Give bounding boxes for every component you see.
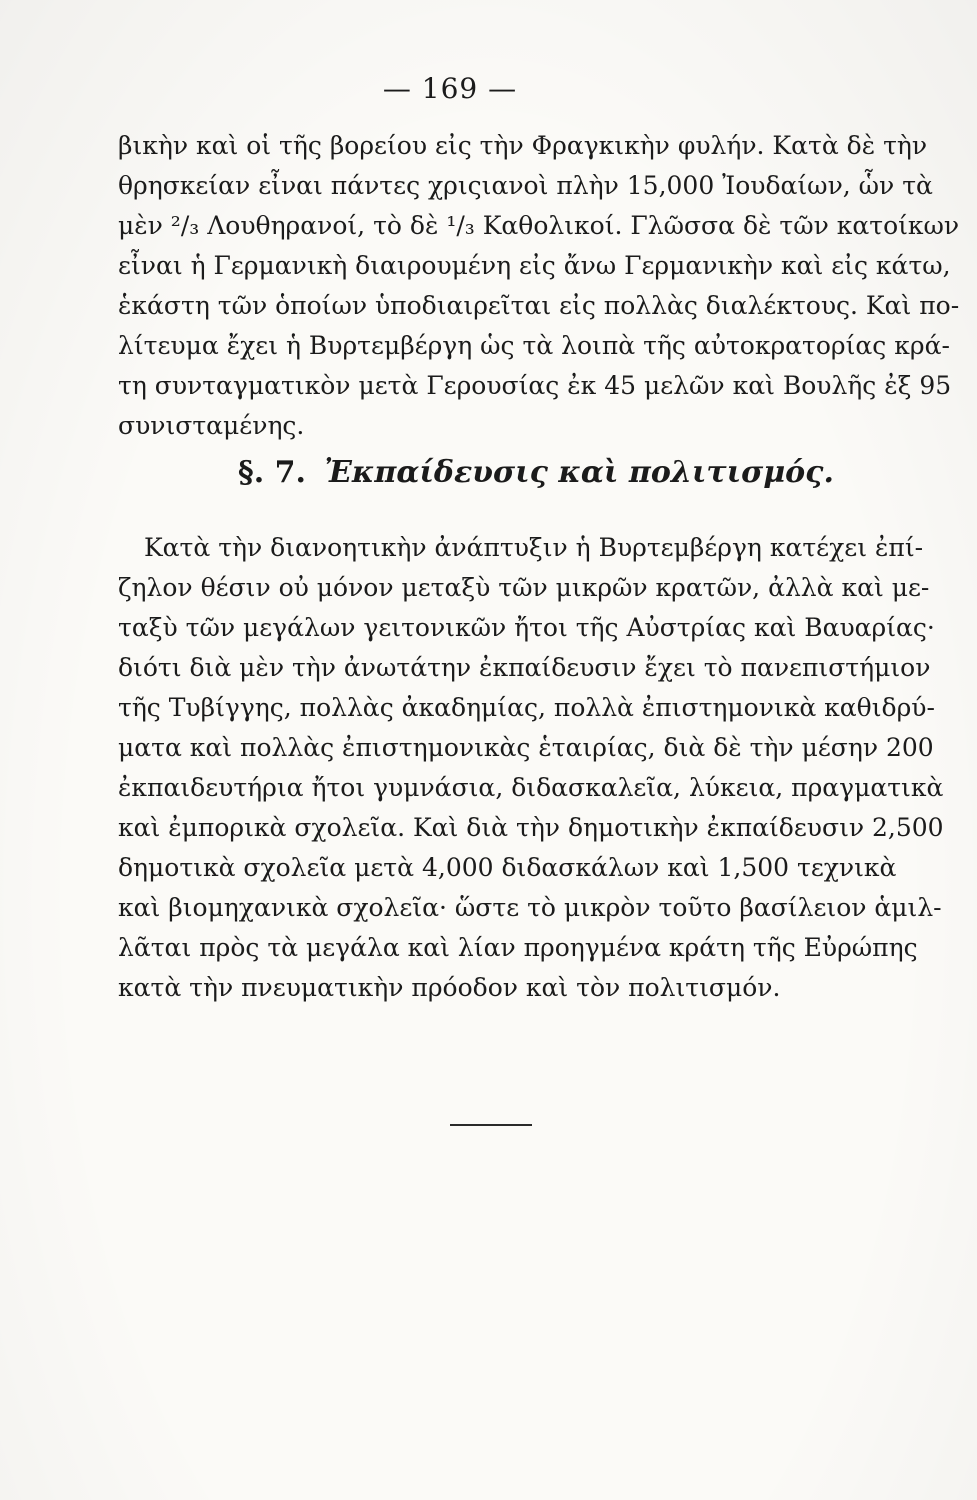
end-rule bbox=[450, 1124, 532, 1126]
text-line: ταξὺ τῶν μεγάλων γειτονικῶν ἤτοι τῆς Αὐστρίας καὶ Βαυαρίας· bbox=[118, 613, 935, 642]
text-line: ζηλον θέσιν οὐ μόνον μεταξὺ τῶν μικρῶν κρατῶν, ἀλλὰ καὶ με- bbox=[118, 573, 930, 602]
section-title: Ἐκπαίδευσις καὶ πολιτισμός. bbox=[324, 455, 834, 490]
text-line: ἑκάστη τῶν ὁποίων ὑποδιαιρεῖται εἰς πολλὰς διαλέκτους. Καὶ πο- bbox=[118, 291, 960, 320]
text-line: καὶ βιομηχανικὰ σχολεῖα· ὥστε τὸ μικρὸν τοῦτο βασίλειον ἁμιλ- bbox=[118, 893, 942, 922]
text-line: βικὴν καὶ οἱ τῆς βορείου εἰς τὴν Φραγκικὴν φυλήν. Κατὰ δὲ τὴν bbox=[118, 131, 928, 160]
text-line: διότι διὰ μὲν τὴν ἀνωτάτην ἐκπαίδευσιν ἔχει τὸ πανεπιστήμιον bbox=[118, 653, 931, 682]
text-line: εἶναι ἡ Γερμανικὴ διαιρουμένη εἰς ἄνω Γερμανικὴν καὶ εἰς κάτω, bbox=[118, 251, 951, 280]
text-line: τη συνταγματικὸν μετὰ Γερουσίας ἐκ 45 μελῶν καὶ Βουλῆς ἐξ 95 bbox=[118, 371, 952, 400]
paragraph-2 bbox=[118, 528, 944, 1008]
text-line: Κατὰ τὴν διανοητικὴν ἀνάπτυξιν ἡ Βυρτεμβέργη κατέχει ἐπί- bbox=[144, 533, 924, 562]
text-line: δημοτικὰ σχολεῖα μετὰ 4,000 διδασκάλων καὶ 1,500 τεχνικὰ bbox=[118, 853, 897, 882]
section-heading bbox=[238, 455, 834, 490]
page-number: — 169 — bbox=[382, 72, 518, 105]
text-line: κατὰ τὴν πνευματικὴν πρόοδον καὶ τὸν πολιτισμόν. bbox=[118, 973, 781, 1002]
text-line: θρησκείαν εἶναι πάντες χριςιανοὶ πλὴν 15,000 Ἰουδαίων, ὧν τὰ bbox=[118, 171, 933, 200]
text-line: ματα καὶ πολλὰς ἐπιστημονικὰς ἑταιρίας, διὰ δὲ τὴν μέσην 200 bbox=[118, 733, 934, 762]
text-line: μὲν ²/₃ Λουθηρανοί, τὸ δὲ ¹/₃ Καθολικοί. Γλῶσσα δὲ τῶν κατοίκων bbox=[118, 211, 960, 240]
section-number: §. 7. bbox=[238, 455, 306, 490]
text-line: λᾶται πρὸς τὰ μεγάλα καὶ λίαν προηγμένα κράτη τῆς Εὐρώπης bbox=[118, 933, 918, 962]
text-line: καὶ ἐμπορικὰ σχολεῖα. Καὶ διὰ τὴν δημοτικὴν ἐκπαίδευσιν 2,500 bbox=[118, 813, 944, 842]
text-line: λίτευμα ἔχει ἡ Βυρτεμβέργη ὡς τὰ λοιπὰ τῆς αὐτοκρατορίας κρά- bbox=[118, 331, 950, 360]
text-line: συνισταμένης. bbox=[118, 411, 305, 440]
text-line: τῆς Τυβίγγης, πολλὰς ἀκαδημίας, πολλὰ ἐπιστημονικὰ καθιδρύ- bbox=[118, 693, 935, 722]
paragraph-1 bbox=[118, 126, 960, 446]
text-line: ἐκπαιδευτήρια ἤτοι γυμνάσια, διδασκαλεῖα, λύκεια, πραγματικὰ bbox=[118, 773, 944, 802]
